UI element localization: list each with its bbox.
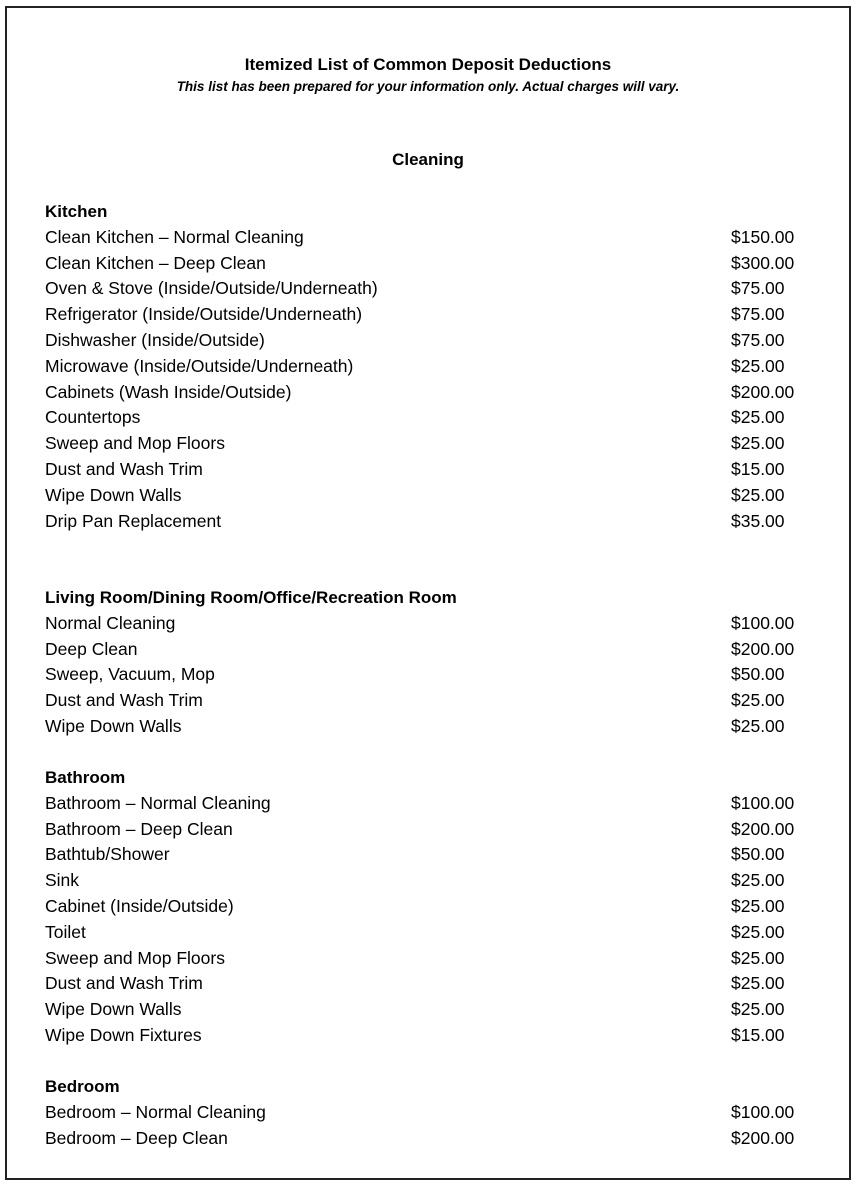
item-label: Cabinets (Wash Inside/Outside): [45, 381, 292, 402]
item-label: Wipe Down Fixtures: [45, 1024, 202, 1045]
list-item: [45, 611, 815, 637]
item-price: $200.00: [731, 1127, 795, 1148]
list-item: [45, 971, 815, 997]
item-price: $100.00: [731, 792, 795, 813]
list-item: [45, 688, 815, 714]
document-title: Itemized List of Common Deposit Deductions: [244, 55, 612, 74]
item-label: Wipe Down Walls: [45, 715, 182, 736]
group-bedroom: [45, 1074, 815, 1151]
item-price: $25.00: [731, 484, 785, 505]
item-label: Sweep and Mop Floors: [45, 947, 225, 968]
list-item: [45, 997, 815, 1023]
item-price: $200.00: [731, 638, 795, 659]
item-label: Cabinet (Inside/Outside): [45, 895, 234, 916]
item-label: Dust and Wash Trim: [45, 690, 203, 711]
list-item: [45, 483, 815, 509]
section-title-cleaning: Cleaning: [392, 150, 464, 169]
item-price: $15.00: [731, 1024, 785, 1045]
item-price: $25.00: [731, 407, 785, 428]
item-price: $25.00: [731, 433, 785, 454]
item-label: Bathroom – Deep Clean: [45, 818, 233, 839]
item-price: $25.00: [731, 355, 785, 376]
document-page: [5, 6, 851, 1180]
group-bathroom: [45, 765, 815, 1049]
list-item: [45, 842, 815, 868]
item-label: Bathroom – Normal Cleaning: [45, 792, 271, 813]
list-item: [45, 920, 815, 946]
item-price: $75.00: [731, 278, 785, 299]
item-price: $25.00: [731, 895, 785, 916]
group-heading: Living Room/Dining Room/Office/Recreation Room: [45, 588, 457, 607]
list-item: [45, 302, 815, 328]
item-price: $25.00: [731, 973, 785, 994]
item-label: Wipe Down Walls: [45, 484, 182, 505]
item-price: $15.00: [731, 458, 785, 479]
item-label: Refrigerator (Inside/Outside/Underneath): [45, 304, 363, 325]
item-price: $100.00: [731, 1101, 795, 1122]
list-item: [45, 225, 815, 251]
item-price: $25.00: [731, 690, 785, 711]
item-label: Clean Kitchen – Deep Clean: [45, 252, 266, 273]
item-price: $300.00: [731, 252, 795, 273]
list-item: [45, 817, 815, 843]
item-label: Countertops: [45, 407, 141, 428]
group-kitchen: [45, 199, 815, 534]
list-item: [45, 1023, 815, 1049]
document-subtitle: This list has been prepared for your information only. Actual charges will vary.: [176, 79, 680, 94]
item-label: Deep Clean: [45, 638, 138, 659]
item-label: Normal Cleaning: [45, 612, 176, 633]
list-item: [45, 509, 815, 535]
list-item: [45, 868, 815, 894]
item-label: Drip Pan Replacement: [45, 510, 222, 531]
item-price: $50.00: [731, 664, 785, 685]
item-price: $25.00: [731, 715, 785, 736]
item-price: $150.00: [731, 226, 795, 247]
list-item: [45, 354, 815, 380]
item-label: Toilet: [45, 921, 86, 942]
list-item: [45, 946, 815, 972]
item-price: $25.00: [731, 947, 785, 968]
list-item: [45, 380, 815, 406]
item-label: Bathtub/Shower: [45, 844, 170, 865]
list-item: [45, 457, 815, 483]
list-item: [45, 662, 815, 688]
item-label: Dust and Wash Trim: [45, 973, 203, 994]
item-label: Oven & Stove (Inside/Outside/Underneath): [45, 278, 378, 299]
item-price: $25.00: [731, 921, 785, 942]
item-price: $50.00: [731, 844, 785, 865]
list-item: [45, 276, 815, 302]
list-item: [45, 431, 815, 457]
item-price: $35.00: [731, 510, 785, 531]
list-item: [45, 405, 815, 431]
item-price: $75.00: [731, 304, 785, 325]
group-heading: Bathroom: [45, 768, 126, 787]
list-item: [45, 791, 815, 817]
item-price: $75.00: [731, 329, 785, 350]
item-label: Bedroom – Deep Clean: [45, 1127, 228, 1148]
list-item: [45, 637, 815, 663]
item-label: Sweep, Vacuum, Mop: [45, 664, 215, 685]
item-label: Wipe Down Walls: [45, 999, 182, 1020]
list-item: [45, 894, 815, 920]
list-item: [45, 251, 815, 277]
item-label: Bedroom – Normal Cleaning: [45, 1101, 266, 1122]
item-price: $200.00: [731, 818, 795, 839]
group-living-room: [45, 585, 815, 740]
list-item: [45, 1126, 815, 1152]
item-price: $100.00: [731, 612, 795, 633]
item-label: Clean Kitchen – Normal Cleaning: [45, 226, 304, 247]
list-item: [45, 1100, 815, 1126]
item-price: $25.00: [731, 999, 785, 1020]
item-label: Microwave (Inside/Outside/Underneath): [45, 355, 354, 376]
item-price: $25.00: [731, 870, 785, 891]
group-heading: Kitchen: [45, 202, 108, 221]
item-label: Sink: [45, 870, 80, 891]
item-label: Dishwasher (Inside/Outside): [45, 329, 265, 350]
group-heading: Bedroom: [45, 1077, 120, 1096]
list-item: [45, 328, 815, 354]
item-label: Sweep and Mop Floors: [45, 433, 225, 454]
item-label: Dust and Wash Trim: [45, 458, 203, 479]
list-item: [45, 714, 815, 740]
item-price: $200.00: [731, 381, 795, 402]
